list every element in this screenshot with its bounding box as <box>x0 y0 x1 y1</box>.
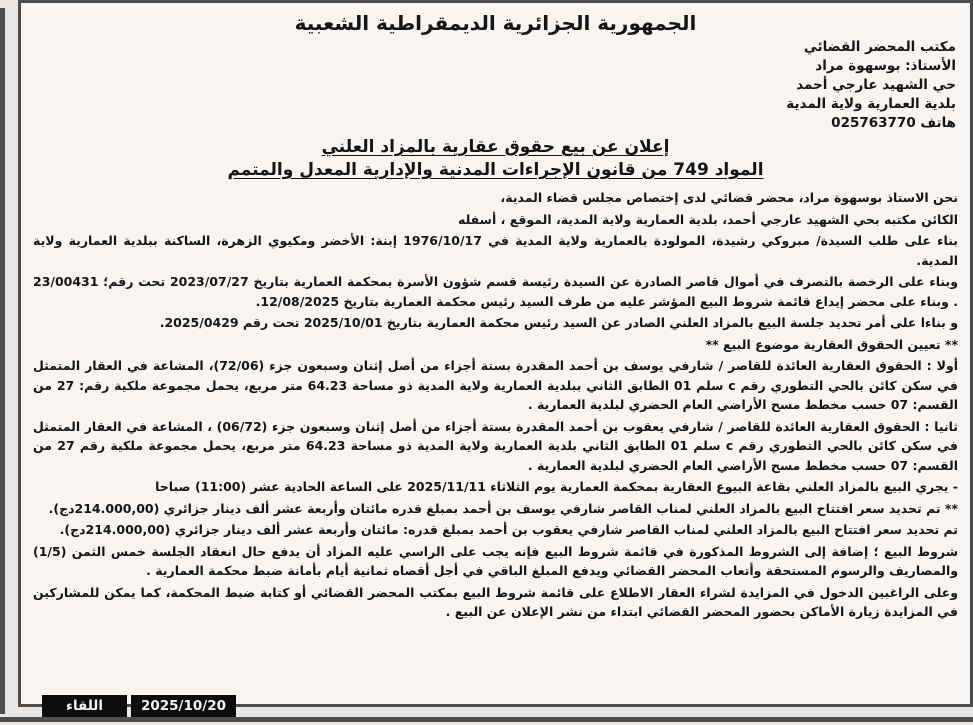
paragraph-opening-price-2: تم تحديد سعر افتتاح البيع بالمزاد العلني لمناب القاصر شارفي يعقوب بن أحمد بمبلغ قدره: مائتان وأربعة عشر ألف دينار جزائري (214.000,00دج). <box>59 522 958 537</box>
announcement-title-line2: المواد 749 من قانون الإجراءات المدنية والإدارية المعدل والمتمم <box>227 160 764 180</box>
announcement-content <box>21 3 970 622</box>
paragraph-opening-price-1: ** تم تحديد سعر افتتاح البيع بالمزاد العلني لمناب القاصر شارفي يوسف بن أحمد بمبلغ قدره مائتان وأربعة عشر ألف دينار جزائري (214.000,00دج). <box>48 500 958 516</box>
announcement-body <box>33 188 958 622</box>
paragraph-session-order: و بناءا على أمر تحديد جلسة البيع بالمزاد العلني الصادر عن السيد رئيس محكمة العمارية بتاريخ 2025/10/01 تحت رقم 2025/0429. <box>159 315 958 330</box>
office-phone-line: هاتف 025763770 <box>831 115 956 131</box>
paragraph-auction-date: - يجري البيع بالمزاد العلني بقاعة البيوع العقارية بمحكمة العمارية يوم الثلاثاء 2025/11/11 على الساعة الحادية عشر (11:00) صباحا <box>155 479 958 494</box>
paragraph-first-property: أولا : الحقوق العقارية العائدة للقاصر / شارفي يوسف بن أحمد المقدرة بستة أجزاء من أصل إثنان وسبعون جزء (72/06)، المشاعة في العقار المتمثل في سكن كائن بالحي التطوري رقم c سلم 01 الطابق الثاني ببلدية العمارية ولاية المدية ذو مساحة 64.23 متر مربع، يحمل مجموعة ملكية رقم: 27 من القسم: 07 حسب مخطط مسح الأراضي العام الحضري لبلدية العمارية . <box>33 358 958 412</box>
paragraph-second-property: ثانيا : الحقوق العقارية العائدة للقاصر / شارفي يعقوب بن أحمد المقدرة بستة أجزاء من أصل إثنان وسبعون جزء (06/72) ، المشاعة في العقار المتمثل في سكن كائن بالحي التطوري رقم c سلم 01 الطابق الثاني بلدية العمارية ولاية المدية ذو مساحة 64.23 متر مربع، يحمل مجموعة ملكية رقم 27 من القسم: 07 حسب مخطط مسح الأراضي العام الحضري لبلدية العمارية . <box>33 418 958 473</box>
office-city-line: بلدية العمارية ولاية المدية <box>786 96 956 112</box>
office-name-line: مكتب المحضر القضائي <box>803 39 956 55</box>
country-title: الجمهورية الجزائرية الديمقراطية الشعبية <box>294 11 697 35</box>
paragraph-bidders-info: وعلى الراغبين الدخول في المزايدة لشراء العقار الاطلاع على قائمة شروط البيع بمكتب المحضر القضائي أو كتابة ضبط المحكمة، كما يمكن للمشاركين في المزايدة زيارة الأماكن بحضور المحضر القضائي ابتداء من نشر الإعلان عن البيع . <box>33 584 958 619</box>
announcement-title-block <box>33 136 958 182</box>
paragraph-sale-conditions: شروط البيع ؛ إضافة إلى الشروط المذكورة في قائمة شروط البيع فإنه يجب على الراسي عليه المزاد أن يدفع حال انعقاد الجلسة خمس الثمن (1/5) والمصاريف والرسوم المستحقة وأتعاب المحضر القضائي ويدفع المبلغ الباقي في أجل أقصاه ثمانية أيام بأمانة ضبط محكمة العمارية . <box>33 543 958 578</box>
paragraph-requester: بناء على طلب السيدة/ مبروكي رشيدة، المولودة بالعمارية ولاية المدية في 1976/10/17 إبنة: الأخضر ومكيوي الزهرة، الساكنة ببلدية العمارية ولاية المدية. <box>33 233 958 268</box>
paragraph-intro-bailiff: نحن الاستاذ بوسهوة مراد، محضر قضائي لدى إختصاص مجلس قضاء المدية، <box>500 190 958 205</box>
footer-newspaper-name-box: اللقاء <box>42 695 127 717</box>
bottom-separator-rule <box>0 717 973 722</box>
bailiff-name-line: الأستاذ: بوسهوة مراد <box>815 58 956 74</box>
paragraph-office-location: الكائن مكتبه بحي الشهيد عارجي أحمد، بلدية العمارية ولاية المدية، الموقع ، أسفله <box>458 211 958 227</box>
bailiff-office-block <box>33 38 956 133</box>
left-column-rule <box>0 8 5 714</box>
announcement-title-line1: إعلان عن بيع حقوق عقارية بالمزاد العلني <box>321 137 670 157</box>
announcement-frame <box>18 0 973 707</box>
section-heading-property-rights: ** تعيين الحقوق العقارية موضوع البيع ** <box>705 336 958 352</box>
office-street-line: حي الشهيد عارجي أحمد <box>796 77 956 93</box>
footer-publication-date-box: 2025/10/20 <box>131 695 236 717</box>
paragraph-license-and-deposit: وبناء على الرخصة بالتصرف في أموال قاصر الصادرة عن السيدة رئيسة قسم شؤون الأسرة بمحكمة العمارية بتاريخ 2023/07/27 تحت رقم؛ 23/00431 . وبناء على محضر إيداع قائمة شروط البيع المؤشر عليه من طرف السيد رئيس محكمة العمارية بتاريخ 12/08/2025. <box>33 274 958 309</box>
